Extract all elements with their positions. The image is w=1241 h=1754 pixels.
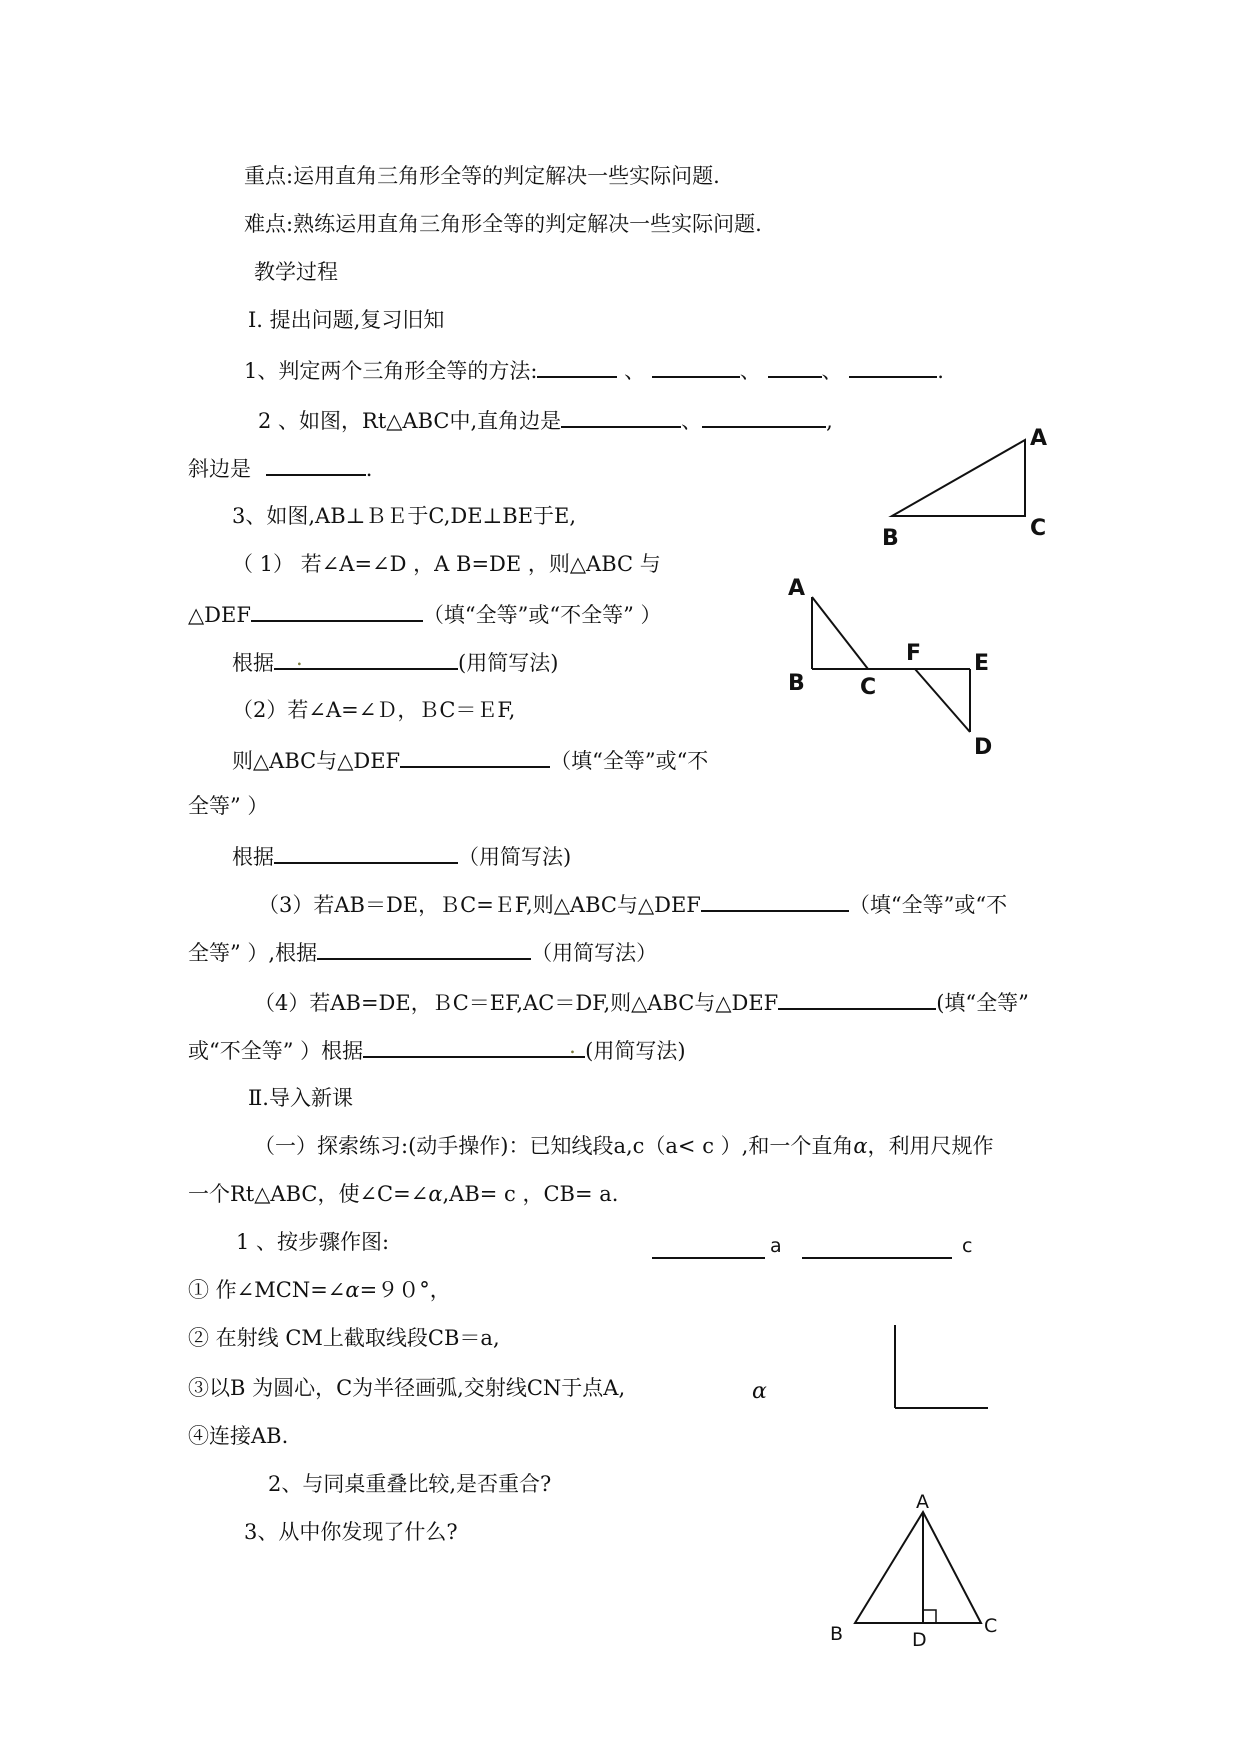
short-form-hint: (用简写法)	[585, 1039, 686, 1063]
answer-blank[interactable]	[363, 1034, 585, 1058]
teaching-process-title: 教学过程	[254, 260, 338, 284]
label-b: B	[882, 526, 899, 551]
question-3: 3、如图,AB⊥ＢＥ于C,DE⊥BE于E,	[232, 504, 577, 528]
separator: 、	[739, 359, 761, 383]
question-2	[258, 404, 833, 435]
section-one-heading: Ⅰ. 提出问题,复习旧知	[248, 308, 445, 332]
figure-isosceles-triangle-abc	[820, 1490, 1020, 1650]
part-4-reason-label: 或“不全等” ）根据	[188, 1039, 364, 1063]
label-a: A	[788, 576, 806, 601]
explore-line-1	[254, 1132, 994, 1160]
hypotenuse-label: 斜边是	[188, 457, 251, 481]
separator: 、	[681, 409, 703, 433]
dot: .	[296, 646, 303, 670]
reason-label: 根据	[232, 845, 274, 869]
label-a: A	[1030, 426, 1048, 451]
alpha-symbol: α	[853, 1134, 868, 1158]
key-point-line: 重点:运用直角三角形全等的判定解决一些实际问题.	[244, 164, 720, 188]
right-angle-mark	[923, 1610, 936, 1623]
explore-text-2: ，利用尺规作	[867, 1134, 994, 1158]
answer-blank[interactable]	[274, 840, 458, 864]
section-two-heading: Ⅱ.导入新课	[248, 1086, 353, 1110]
label-segment-a: a	[770, 1235, 782, 1257]
triangle-abc-outline	[855, 1512, 981, 1623]
comma: ,	[826, 409, 833, 433]
question-3-part-4-line-2	[188, 1034, 686, 1065]
answer-blank[interactable]	[702, 404, 826, 428]
label-b: B	[830, 1623, 844, 1645]
label-b: B	[788, 671, 805, 696]
part-3-text: （3）若AB＝DE，ＢC=ＥF,则△ABC与△DEF	[258, 893, 701, 917]
alpha-symbol: α	[345, 1278, 360, 1302]
answer-blank[interactable]	[317, 936, 531, 960]
step-4: ④连接AB.	[188, 1424, 289, 1448]
triangle-compare: 则△ABC与△DEF	[232, 749, 401, 773]
alpha-symbol: α	[428, 1182, 443, 1206]
label-segment-c: c	[962, 1235, 973, 1257]
answer-blank[interactable]	[251, 598, 423, 622]
answer-blank[interactable]	[701, 888, 849, 912]
label-c: C	[1030, 516, 1047, 541]
step-1	[188, 1276, 451, 1304]
angle-alpha-label: α	[752, 1379, 767, 1404]
part-4-text: （4）若AB=DE，ＢC＝EF,AC＝DF,则△ABC与△DEF	[254, 991, 779, 1015]
answer-blank[interactable]	[768, 354, 822, 378]
explore-text-3: 一个Rt△ABC，使∠C=∠	[188, 1182, 429, 1206]
segment-fd	[915, 669, 970, 732]
triangle-abc-outline	[892, 440, 1025, 516]
fill-hint: (填“全等”	[936, 991, 1029, 1015]
question-3-part-1-line-2	[188, 598, 662, 629]
question-1	[244, 354, 944, 385]
step-title: 1 、按步骤作图:	[236, 1230, 390, 1254]
figure-two-triangles	[780, 570, 1020, 770]
question-3-part-3	[258, 888, 1007, 919]
question-3-part-2-reason	[232, 840, 571, 871]
label-e: E	[974, 651, 990, 676]
answer-blank[interactable]	[849, 354, 937, 378]
question-1-text: 1、判定两个三角形全等的方法:	[244, 359, 538, 383]
question-3-part-2-line-2	[232, 744, 708, 775]
short-form-hint: （用简写法)	[458, 845, 572, 869]
label-d: D	[912, 1629, 927, 1651]
difficulty-line: 难点:熟练运用直角三角形全等的判定解决一些实际问题.	[244, 212, 762, 236]
answer-blank[interactable]	[266, 452, 366, 476]
question-3-part-3-line-2	[188, 936, 657, 967]
fill-hint: （填“全等”或“不	[848, 893, 1008, 917]
explore-text: （一）探索练习:(动手操作)：已知线段a,c（a< c ）,和一个直角	[254, 1134, 854, 1158]
period: .	[365, 457, 373, 481]
part-3-reason-label: 全等” ）,根据	[188, 941, 318, 965]
separator: 、	[821, 359, 843, 383]
question-3-part-1: （ 1） 若∠A=∠D ，A B=DE ，则△ABC 与	[232, 552, 661, 576]
right-angle-figure	[740, 1320, 1000, 1430]
answer-blank[interactable]	[400, 744, 550, 768]
fill-hint: （填“全等”或“不全等” ）	[422, 603, 662, 627]
question-3-part-1-reason	[232, 646, 558, 677]
answer-blank[interactable]	[652, 354, 740, 378]
step-2: ② 在射线 CM上截取线段CB＝a,	[188, 1326, 500, 1350]
figure-right-triangle-abc	[880, 420, 1060, 560]
question-2-text: 2 、如图，Rt△ABC中,直角边是	[258, 409, 562, 433]
label-c: C	[860, 675, 877, 700]
discover-question: 3、从中你发现了什么?	[244, 1520, 458, 1544]
fill-hint: （填“全等”或“不	[550, 749, 709, 773]
short-form-hint: (用简写法)	[458, 651, 559, 675]
label-f: F	[906, 641, 922, 666]
reason-label: 根据	[232, 651, 274, 675]
label-c: C	[984, 1615, 998, 1637]
triangle-def: △DEF	[188, 603, 251, 627]
step-1-text: ① 作∠MCN=∠	[188, 1278, 346, 1302]
answer-blank[interactable]	[778, 986, 936, 1010]
question-3-part-2-line-3: 全等” ）	[188, 794, 269, 818]
separator: 、	[624, 359, 646, 383]
label-d: D	[974, 735, 993, 760]
question-2-hypotenuse	[188, 452, 372, 483]
label-a: A	[916, 1491, 929, 1513]
given-segments	[640, 1220, 980, 1270]
explore-line-2	[188, 1180, 618, 1208]
answer-blank[interactable]	[561, 404, 681, 428]
dot: .	[569, 1034, 576, 1058]
period: .	[937, 359, 944, 383]
segment-ac	[812, 597, 868, 669]
step-1-text-2: =９０°，	[359, 1278, 451, 1302]
question-3-part-2: （2）若∠A=∠Ｄ，ＢC＝ＥF,	[232, 698, 516, 722]
question-3-part-4	[254, 986, 1029, 1017]
explore-text-4: ,AB= c ，CB= a.	[442, 1182, 619, 1206]
compare-question: 2、与同桌重叠比较,是否重合?	[268, 1472, 552, 1496]
step-3: ③以B 为圆心，C为半径画弧,交射线CN于点A,	[188, 1376, 626, 1400]
answer-blank[interactable]	[274, 646, 458, 670]
short-form-hint: （用简写法）	[531, 941, 658, 965]
answer-blank[interactable]	[537, 354, 617, 378]
